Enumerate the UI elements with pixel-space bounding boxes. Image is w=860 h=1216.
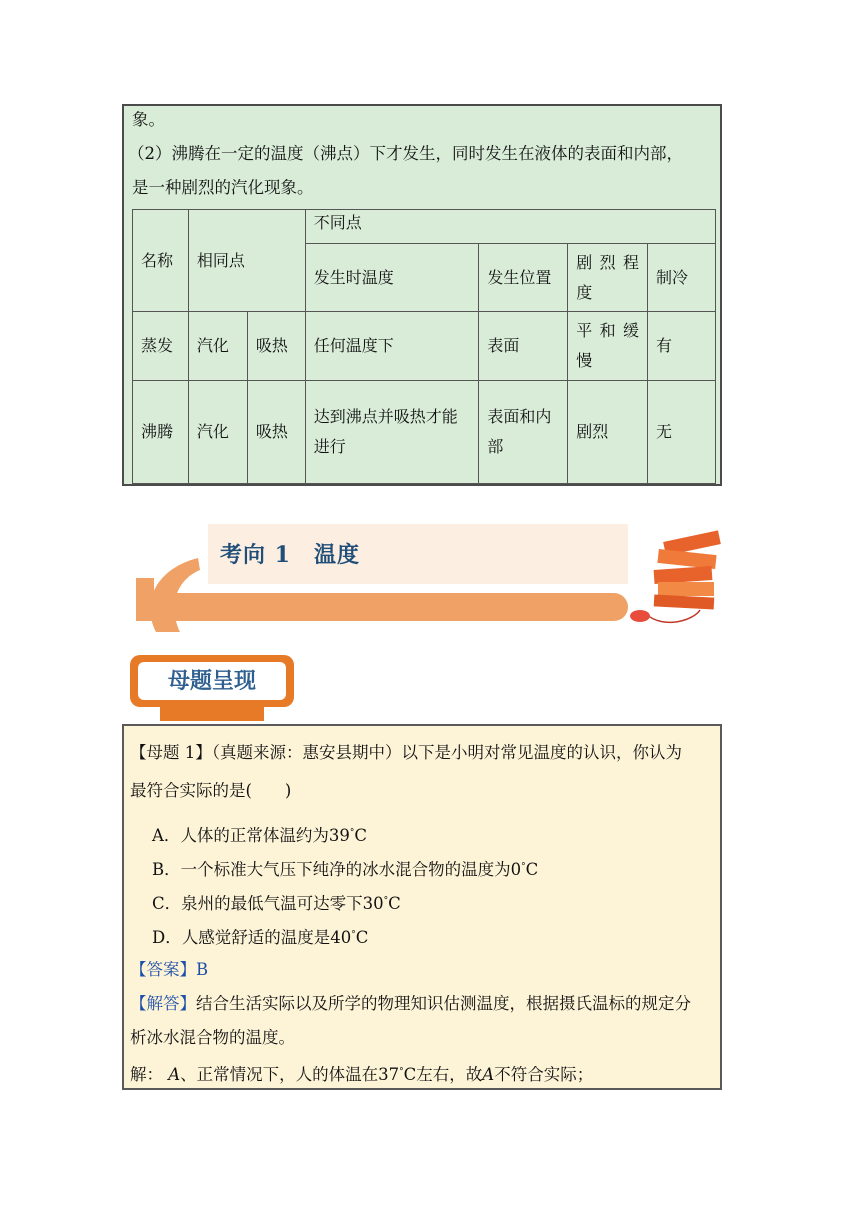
option-label: B．一个标准大气压下纯净的冰水混合物的温度为 [152, 860, 511, 879]
row-name: 沸腾 [133, 381, 189, 484]
banner-title: 考向 1 温度 [220, 542, 360, 568]
degree-sign: ° [349, 828, 355, 838]
row-degree: 剧烈 [568, 381, 648, 484]
label-tab [160, 701, 264, 721]
question-line2: 最符合实际的是( ) [130, 781, 292, 800]
row-degree: 平和缓慢 [568, 312, 648, 381]
analysis-tag: 【解答】 [130, 994, 196, 1013]
question-line1 [130, 742, 682, 764]
header-degree: 剧烈程度 [568, 244, 648, 312]
answer-tag: 【答案】 [130, 960, 196, 979]
solution-text: 、正常情况下，人的体温在 [180, 1065, 379, 1084]
row-temp: 任何温度下 [305, 312, 479, 381]
section-label-text: 母题呈现 [138, 662, 286, 700]
option-d [152, 924, 368, 949]
solution-var: A [168, 1065, 181, 1084]
row-same1: 汽化 [188, 381, 247, 484]
comparison-table [132, 209, 716, 484]
table-row [133, 312, 716, 381]
degree-sign: ° [399, 1067, 404, 1077]
analysis-line1 [130, 993, 691, 1015]
option-num: 0 [510, 860, 522, 879]
question-text: （真题来源：惠安县期中）以下是小明对常见温度的认识，你认为 [211, 743, 682, 762]
text-line: （2）沸腾在一定的温度（沸点）下才发生，同时发生在液体的表面和内部， [128, 144, 683, 163]
option-label: A．人体的正常体温约为 [152, 826, 329, 845]
header-name: 名称 [133, 210, 189, 312]
row-cool: 无 [648, 381, 716, 484]
solution-line [130, 1061, 593, 1086]
section-banner [128, 520, 728, 640]
header-same: 相同点 [188, 210, 305, 312]
table-row [133, 381, 716, 484]
text-line: 是一种剧烈的汽化现象。 [132, 178, 314, 197]
row-same1: 汽化 [188, 312, 247, 381]
books-icon [624, 520, 734, 630]
option-c [152, 890, 401, 915]
row-pos: 表面和内部 [479, 381, 568, 484]
option-unit: C [354, 826, 368, 845]
solution-prefix: 解： [130, 1065, 163, 1084]
row-cool: 有 [648, 312, 716, 381]
option-label: C．泉州的最低气温可达零下 [152, 894, 363, 913]
option-b [152, 856, 538, 881]
degree-sign: ° [521, 862, 526, 872]
header-cool: 制冷 [648, 244, 716, 312]
answer-line [130, 959, 208, 981]
header-pos: 发生位置 [479, 244, 568, 312]
option-num: 30 [362, 894, 384, 913]
concept-box [122, 104, 722, 486]
row-pos: 表面 [479, 312, 568, 381]
banner-bar [136, 593, 628, 621]
text-line: 象。 [132, 110, 165, 129]
header-diff: 不同点 [305, 210, 715, 244]
analysis-line2: 析冰水混合物的温度。 [130, 1028, 295, 1047]
solution-var: A [482, 1065, 495, 1084]
option-unit: C [388, 894, 401, 913]
solution-text: 左右，故 [416, 1065, 483, 1084]
degree-sign: ° [383, 896, 389, 906]
option-num: 39 [328, 826, 350, 845]
option-label: D．人感觉舒适的温度是 [152, 928, 331, 947]
question-box [122, 724, 722, 1090]
row-same2: 吸热 [247, 312, 305, 381]
analysis-text: 结合生活实际以及所学的物理知识估测温度，根据摄氏温标的规定分 [196, 994, 691, 1013]
solution-num: 37 [378, 1065, 400, 1084]
row-same2: 吸热 [247, 381, 305, 484]
option-num: 40 [330, 928, 352, 947]
header-temp: 发生时温度 [305, 244, 479, 312]
degree-sign: ° [351, 930, 356, 940]
row-temp: 达到沸点并吸热才能进行 [305, 381, 479, 484]
solution-unit: C [403, 1065, 417, 1084]
option-unit: C [525, 860, 539, 879]
section-label [130, 655, 294, 707]
answer-value: B [196, 960, 209, 979]
solution-text: 不符合实际； [494, 1065, 594, 1084]
row-name: 蒸发 [133, 312, 189, 381]
question-tag: 【母题 1】 [130, 743, 212, 762]
option-unit: C [355, 928, 369, 947]
option-a [152, 822, 367, 847]
